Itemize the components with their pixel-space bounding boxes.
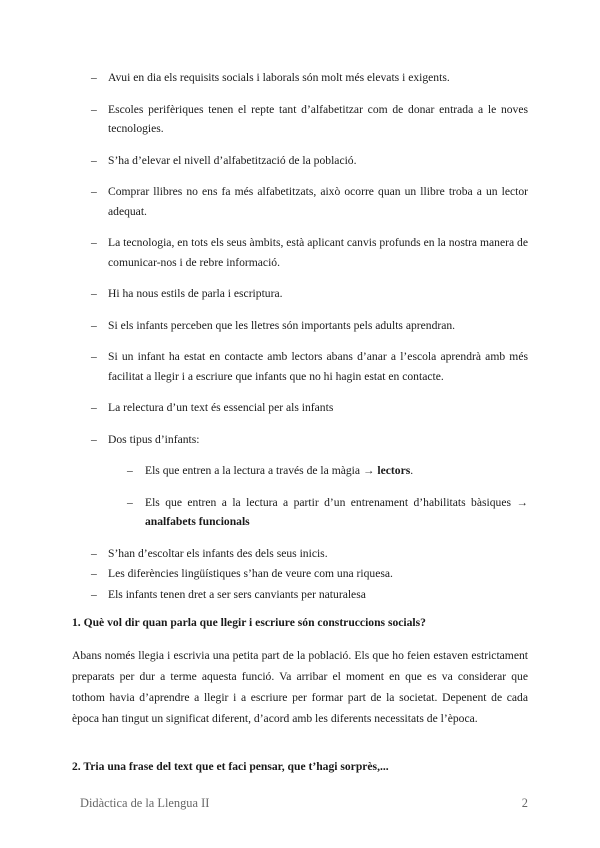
list-item: [0, 233, 600, 272]
list-item-text: Si els infants perceben que les lletres són importants pels adults aprendran.: [108, 318, 456, 332]
answer-paragraph: Abans només llegia i escrivia una petita part de la població. Els que ho feien estaven estrictament preparats per dur a terme aquesta funció. Va arribar el moment en que es va considerar que tothom havia d’aprendre a llegir i a escriure per formar part de la societat. Depenent de cada època han tingut un significat diferent, d’acord amb les diferents necessitats de l’època.: [72, 649, 528, 725]
sub-list-item: [0, 493, 600, 532]
footer-title: Didàctica de la Llengua II: [80, 796, 210, 810]
dash-marker: –: [91, 567, 97, 580]
list-item-text: Les diferències lingüístiques s’han de veure com una riquesa.: [108, 567, 393, 580]
list-item: [0, 100, 600, 139]
list-item-text: S’han d’escoltar els infants des dels seus inicis.: [108, 546, 328, 560]
dash-marker: –: [91, 236, 97, 249]
dash-marker: –: [91, 102, 97, 116]
sub-item-term: lectors: [377, 464, 411, 477]
list-item-text: Avui en dia els requisits socials i laborals són molt més elevats i exigents.: [108, 71, 450, 84]
dash-marker: –: [91, 587, 97, 601]
bullet-list: [0, 68, 600, 605]
list-item-text: Hi ha nous estils de parla i escriptura.: [108, 287, 283, 300]
list-item-text: S’ha d’elevar el nivell d’alfabetització de la població.: [108, 153, 357, 167]
dash-marker: –: [127, 464, 133, 477]
dash-marker: –: [91, 153, 97, 167]
list-item: [0, 316, 600, 336]
page-footer: [80, 796, 528, 811]
list-item: [0, 585, 600, 605]
list-item: [0, 68, 600, 88]
list-item: [0, 544, 600, 564]
list-item-text: Dos tipus d’infants:: [108, 432, 200, 446]
sub-item-text: Els que entren a la lectura a partir d’un entrenament d’habilitats bàsiques →: [145, 495, 528, 509]
sub-item-end: .: [410, 464, 414, 477]
list-item: [0, 430, 600, 450]
list-item-text: Si un infant ha estat en contacte amb lectors abans d’anar a l’escola aprendrà amb més facilitat a llegir i a escriure que infants que no hi hagin estat en contacte.: [108, 350, 528, 383]
dash-marker: –: [91, 318, 97, 332]
question-heading: 2. Tria una frase del text que et faci pensar, que t’hagi sorprès,...: [72, 760, 389, 773]
question-heading: 1. Què vol dir quan parla que llegir i escriure són construccions socials?: [72, 616, 426, 629]
sub-item-text: Els que entren a la lectura a través de la màgia →: [145, 464, 375, 477]
list-item: [0, 564, 600, 584]
dash-marker: –: [91, 546, 97, 560]
list-item: [0, 151, 600, 171]
list-item: [0, 347, 600, 386]
dash-marker: –: [91, 71, 97, 84]
list-item: [0, 182, 600, 221]
list-item: [0, 398, 600, 418]
list-item-text: La tecnologia, en tots els seus àmbits, està aplicant canvis profunds en la nostra manera de comunicar-nos i de rebre informació.: [108, 236, 528, 269]
list-item: [0, 284, 600, 304]
sub-list-item: [0, 461, 600, 481]
dash-marker: –: [91, 432, 97, 446]
dash-marker: –: [91, 287, 97, 300]
list-item-text: Escoles perifèriques tenen el repte tant d’alfabetitzar com de donar entrada a le noves tecnologies.: [108, 102, 528, 135]
dash-marker: –: [127, 495, 133, 509]
dash-marker: –: [91, 401, 97, 414]
list-item-text: Els infants tenen dret a ser sers canviants per naturalesa: [108, 587, 366, 601]
sub-item-term: analfabets funcionals: [145, 515, 250, 528]
page-number: 2: [521, 796, 528, 810]
list-item-text: La relectura d’un text és essencial per als infants: [108, 401, 334, 414]
list-item-text: Comprar llibres no ens fa més alfabetitzats, això ocorre quan un llibre troba a un lector adequat.: [108, 185, 528, 218]
dash-marker: –: [91, 350, 97, 363]
dash-marker: –: [91, 185, 97, 198]
